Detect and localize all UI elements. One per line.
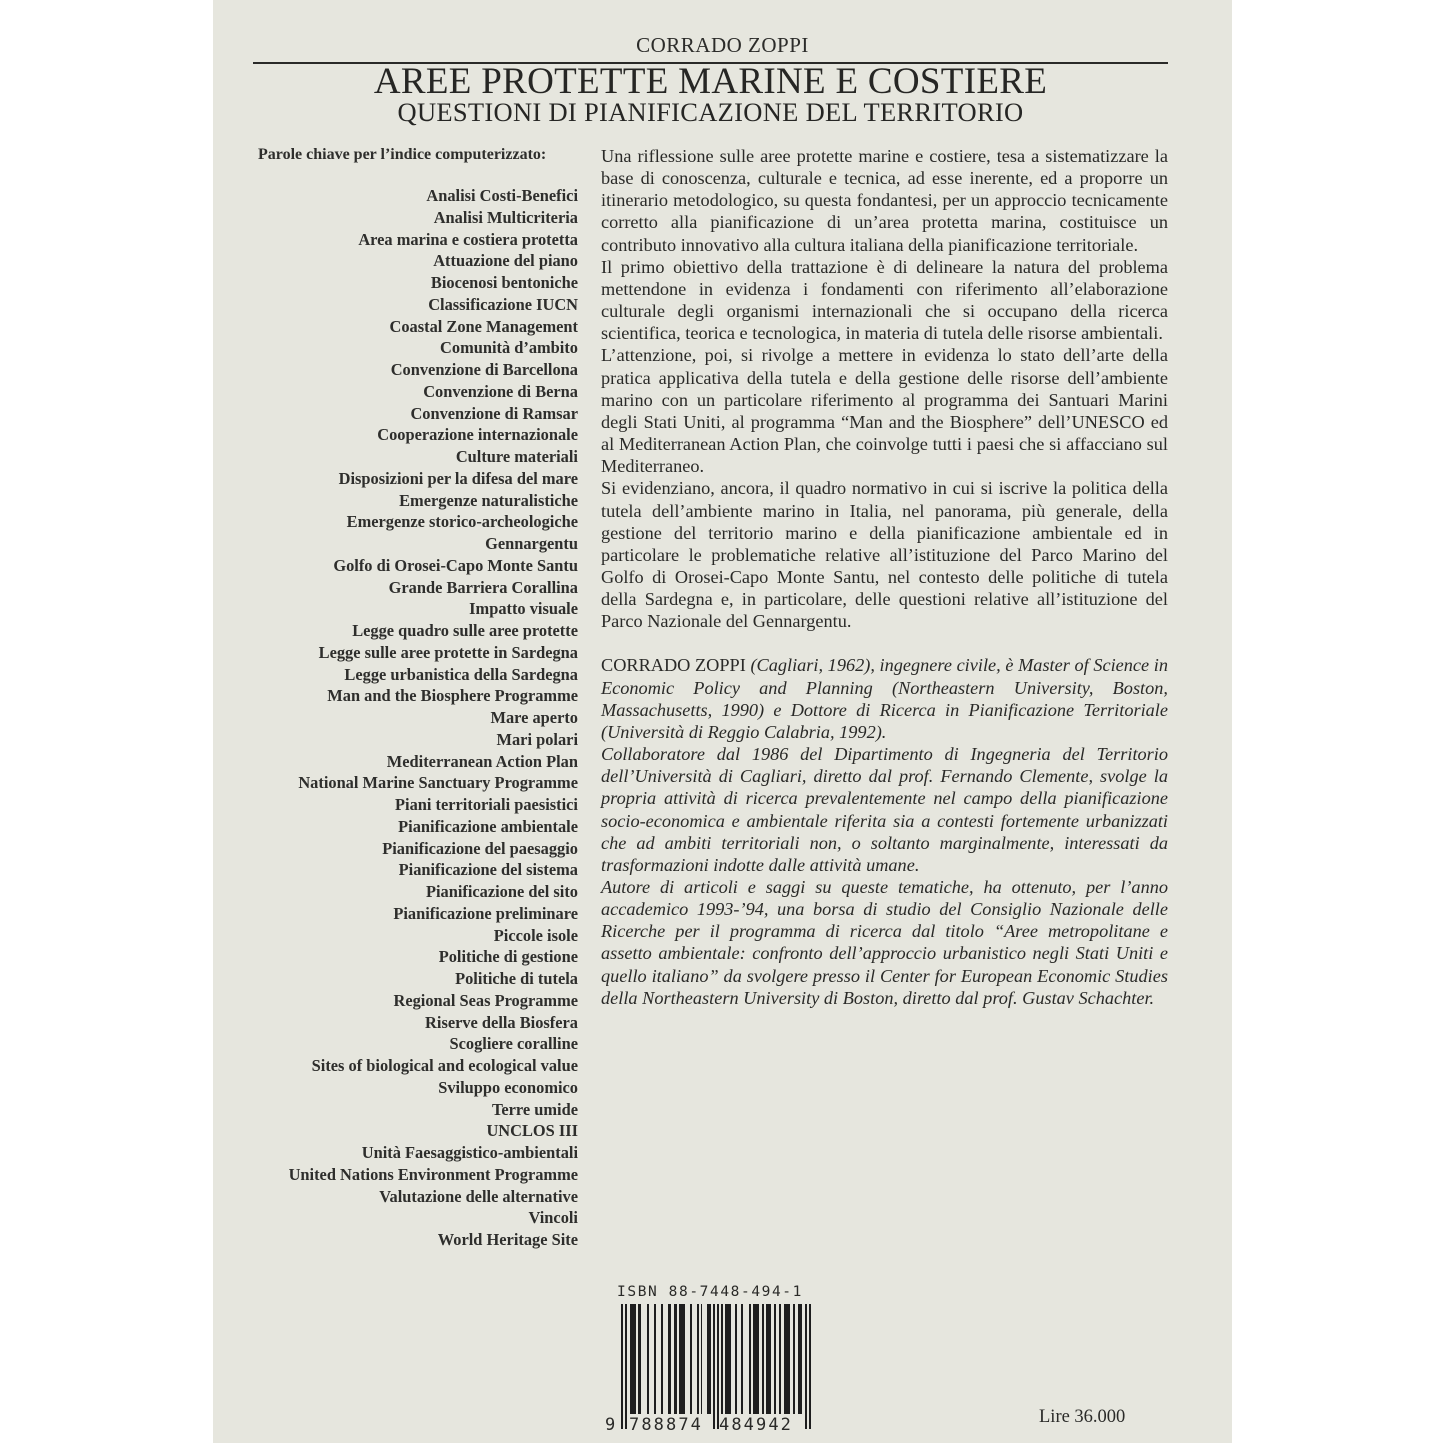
- keyword-item: Culture materiali: [455, 447, 578, 466]
- description-column: [601, 145, 1168, 1009]
- keyword-item: Comunità d’ambito: [440, 338, 578, 358]
- keyword-item: Convenzione di Barcellona: [390, 360, 578, 379]
- isbn-barcode: [605, 1284, 813, 1434]
- cover-author: CORRADO ZOPPI: [636, 33, 809, 57]
- keyword-item: Convenzione di Berna: [423, 381, 578, 401]
- ean-first-digit: 9: [605, 1415, 618, 1435]
- keyword-item: Politiche di gestione: [438, 947, 578, 967]
- keyword-item: Vincoli: [528, 1208, 578, 1228]
- keyword-item: Scogliere coralline: [449, 1034, 578, 1054]
- author-bio-name: CORRADO ZOPPI: [601, 655, 746, 676]
- keyword-item: Terre umide: [491, 1099, 578, 1119]
- keyword-item: Pianificazione del paesaggio: [382, 838, 578, 858]
- keyword-item: Analisi Multicriteria: [433, 207, 578, 227]
- keyword-item: Coastal Zone Management: [389, 316, 578, 336]
- keyword-item: Gennargentu: [485, 534, 578, 553]
- keyword-item: Legge sulle aree protette in Sardegna: [318, 642, 578, 662]
- description-paragraph: L’attenzione, poi, si rivolge a mettere in evidenza lo stato dell’arte della pratica applicativa della tutela e della gestione delle risorse dell’ambiente marino con un particolare riferimento al programma dei Santuari Marini degli Stati Uniti, al programma “Man and the Biosphere” dell’UNESCO ed al Mediterranean Action Plan, che coinvolge tutti i paesi che si affacciano sul Mediterraneo.: [601, 345, 1168, 477]
- keyword-item: Pianificazione del sito: [425, 882, 578, 901]
- keyword-item: Piani territoriali paesistici: [395, 795, 578, 814]
- keyword-item: Mediterranean Action Plan: [386, 751, 578, 771]
- keyword-item: Analisi Costi-Benefici: [426, 186, 578, 205]
- keyword-item: Man and the Biosphere Programme: [327, 686, 578, 706]
- keyword-item: Piccole isole: [493, 925, 578, 945]
- description-paragraph: Il primo obiettivo della trattazione è di delineare la natura del problema mettendone in evidenza i fondamenti con riferimento all’elaborazione culturale degli organismi internazionali che si occupano della ricerca scientifica, teorica e tecnologica, in materia di tutela delle risorse ambientali.: [601, 256, 1168, 344]
- description-paragraph: Si evidenziano, ancora, il quadro normativo in cui si iscrive la politica della tutela dell’ambiente marino in Italia, nel panorama, più generale, della gestione del territorio marino e della pianificazione ambientale ed in particolare le problematiche relative all’istituzione del Parco Marino del Golfo di Orosei-Capo Monte Santu, nel contesto delle politiche di tutela della Sardegna e, in particolare, delle questioni relative all’istituzione del Parco Nazionale del Gennargentu.: [601, 478, 1168, 632]
- keyword-item: Classificazione IUCN: [428, 294, 578, 314]
- keyword-item: Disposizioni per la difesa del mare: [338, 468, 578, 488]
- keyword-item: Sites of biological and ecological value: [311, 1056, 578, 1075]
- barcode-bars: [621, 1304, 811, 1429]
- keyword-item: UNCLOS III: [486, 1121, 578, 1141]
- keyword-item: Regional Seas Programme: [393, 990, 578, 1010]
- keyword-item: World Heritage Site: [437, 1230, 578, 1249]
- author-bio-intro: [601, 654, 1168, 743]
- keyword-item: Biocenosi bentoniche: [430, 273, 578, 292]
- book-back-cover: [213, 0, 1232, 1443]
- keyword-item: Cooperazione internazionale: [377, 425, 578, 445]
- keyword-item: Unità Faesaggistico-ambientali: [361, 1143, 578, 1162]
- keyword-item: Area marina e costiera protetta: [358, 229, 578, 249]
- keyword-item: Grande Barriera Corallina: [388, 577, 578, 597]
- ean-left-group: 788874: [629, 1415, 704, 1435]
- price-label: Lire 36.000: [1039, 1407, 1126, 1427]
- keyword-item: Valutazione delle alternative: [379, 1186, 578, 1206]
- keyword-item: Convenzione di Ramsar: [410, 403, 578, 423]
- author-bio-intro-text: (Cagliari, 1962), ingegnere civile, è Master of Science in Economic Policy and Planning (Northeastern University, Boston, Massachusetts, 1990) e Dottore di Ricerca in Pianificazione Territoriale (Università di Reggio Calabria, 1992).: [601, 655, 1168, 742]
- keyword-item: Mari polari: [496, 729, 578, 749]
- keyword-item: Pianificazione preliminare: [393, 903, 578, 923]
- keyword-item: Golfo di Orosei-Capo Monte Santu: [333, 555, 578, 575]
- keyword-item: Attuazione del piano: [433, 251, 578, 271]
- ean-right-group: 484942: [719, 1415, 794, 1435]
- keyword-item: National Marine Sanctuary Programme: [298, 773, 578, 793]
- keyword-item: Politiche di tutela: [455, 969, 578, 988]
- keyword-item: Riserve della Biosfera: [425, 1012, 578, 1032]
- keyword-item: Pianificazione ambientale: [398, 816, 578, 836]
- keyword-item: United Nations Environment Programme: [288, 1164, 578, 1184]
- keyword-item: Pianificazione del sistema: [398, 860, 578, 880]
- keyword-item: Impatto visuale: [469, 599, 578, 619]
- author-bio-paragraph: Collaboratore dal 1986 del Dipartimento di Ingegneria del Territorio dell’Università di Cagliari, diretto dal prof. Fernando Clemente, svolge la propria attività di ricerca prevalentemente nel campo della pianificazione socio-economica e ambientale riferita sia a contesti fortemente urbanizzati che ad ambiti territoriali non, o soltanto marginalmente, interessati da trasformazioni indotte dalle attività umane.: [601, 744, 1168, 875]
- isbn-label: ISBN 88-7448-494-1: [617, 1284, 803, 1300]
- book-subtitle: QUESTIONI DI PIANIFICAZIONE DEL TERRITORIO: [397, 97, 1024, 127]
- book-title: AREE PROTETTE MARINE E COSTIERE: [373, 61, 1048, 102]
- keyword-item: Sviluppo economico: [438, 1077, 578, 1097]
- keyword-item: Legge urbanistica della Sardegna: [344, 664, 578, 684]
- keyword-item: Legge quadro sulle aree protette: [352, 621, 578, 640]
- description-paragraph: Una riflessione sulle aree protette marine e costiere, tesa a sistematizzare la base di conoscenza, culturale e tecnica, ad esse inerente, ed a proporre un itinerario metodologico, su questa fondantesi, per un approccio tecnicamente corretto alla pianificazione di un’area protetta marina, costituisce un contributo innovativo alla cultura italiana della pianificazione territoriale.: [601, 146, 1168, 255]
- keywords-list: [233, 185, 578, 1251]
- author-bio-paragraph: Autore di articoli e saggi su queste tematiche, ha ottenuto, per l’anno accademico 1993-’94, una borsa di studio del Consiglio Nazionale delle Ricerche per il programma di ricerca dal titolo “Aree metropolitane e assetto ambientale: confronto dell’approccio urbanistico negli Stati Uniti e quello italiano” da svolgere presso il Center for European Economic Studies della Northeastern University di Boston, diretto dal prof. Gustav Schachter.: [601, 877, 1168, 1008]
- keywords-heading: Parole chiave per l’indice computerizzato:: [258, 146, 547, 163]
- keyword-item: Emergenze storico-archeologiche: [346, 512, 578, 532]
- keyword-item: Mare aperto: [490, 708, 578, 727]
- keyword-item: Emergenze naturalistiche: [399, 490, 578, 510]
